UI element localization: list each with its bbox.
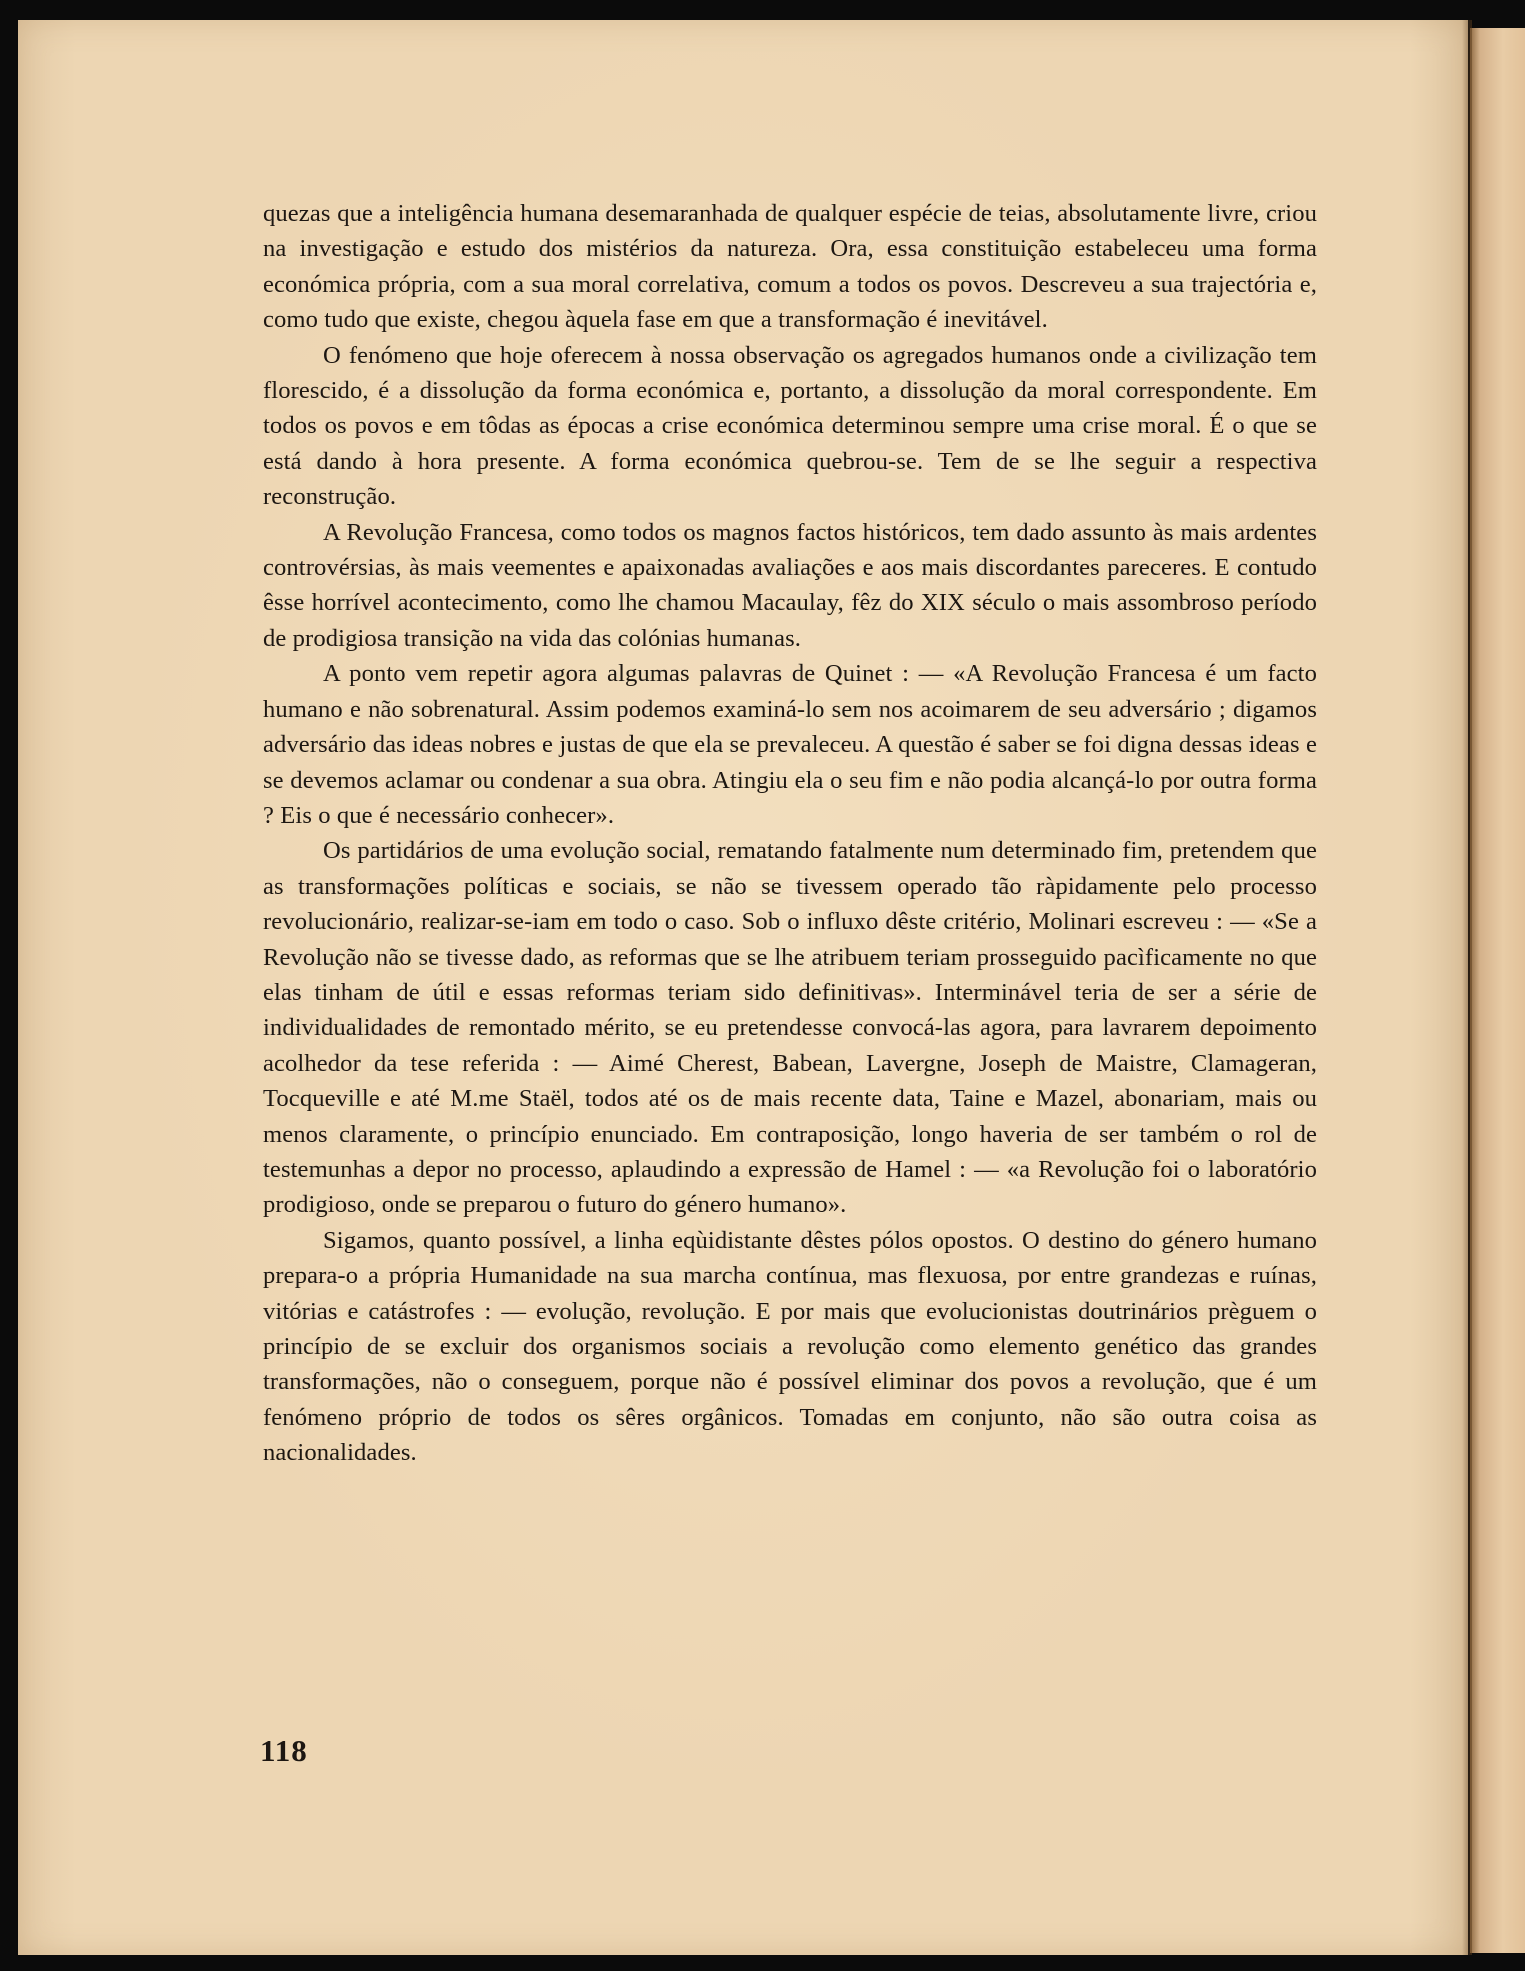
paragraph: A Revolução Francesa, como todos os magnos factos históricos, tem dado assunto às mais ardentes controvérsias, às mais veementes e apaixonadas avaliações e aos mais discordantes pareceres. E contudo êsse horrível acontecimento, como lhe chamou Macaulay, fêz do XIX século o mais assombroso período de prodigiosa transição na vida das colónias humanas. <box>263 518 1317 652</box>
paragraph: Sigamos, quanto possível, a linha eqùidistante dêstes pólos opostos. O destino do género humano prepara-o a própria Humanidade na sua marcha contínua, mas flexuosa, por entre grandezas e ruínas, vitórias e catástrofes : — evolução, revolução. E por mais que evolucionistas doutrinários prèguem o princípio de se excluir dos organismos sociais a revolução como elemento genético das grandes transformações, não o conseguem, porque não é possível eliminar dos povos a revolução, que é um fenómeno próprio de todos os sêres orgânicos. Tomadas em conjunto, não são outra coisa as nacionalidades. <box>263 1226 1317 1467</box>
paragraph: A ponto vem repetir agora algumas palavras de Quinet : — «A Revolução Francesa é um facto humano e não sobrenatural. Assim podemos examiná-lo sem nos acoimarem de seu adversário ; digamos adversário das ideas nobres e justas de que ela se prevaleceu. A questão é saber se foi digna dessas ideas e se devemos aclamar ou condenar a sua obra. Atingiu ela o seu fim e não podia alcançá-lo por outra forma ? Eis o que é necessário conhecer». <box>263 660 1317 829</box>
body-text <box>263 196 1317 1471</box>
page-number: 118 <box>260 1733 308 1768</box>
paragraph: quezas que a inteligência humana desemaranhada de qualquer espécie de teias, absolutamente livre, criou na investigação e estudo dos mistérios da natureza. Ora, essa constituição estabeleceu uma forma económica própria, com a sua moral correlativa, comum a todos os povos. Descreveu a sua trajectória e, como tudo que existe, chegou àquela fase em que a transformação é inevitável. <box>263 200 1317 334</box>
paragraph: Os partidários de uma evolução social, rematando fatalmente num determinado fim, pretendem que as transformações políticas e sociais, se não se tivessem operado tão ràpidamente pelo processo revolucionário, realizar-se-iam em todo o caso. Sob o influxo dêste critério, Molinari escreveu : — «Se a Revolução não se tivesse dado, as reformas que se lhe atribuem teriam prosseguido pacìficamente no que elas tinham de útil e essas reformas teriam sido definitivas». Interminável teria de ser a série de individualidades de remontado mérito, se eu pretendesse convocá-las agora, para lavrarem depoimento acolhedor da tese referida : — Aimé Cherest, Babean, Lavergne, Joseph de Maistre, Clamageran, Tocqueville e até M.me Staël, todos até os de mais recente data, Taine e Mazel, abonariam, mais ou menos claramente, o princípio enunciado. Em contraposição, longo haveria de ser também o rol de testemunhas a depor no processo, aplaudindo a expressão de Hamel : — «a Revolução foi o laboratório prodigioso, onde se preparou o futuro do género humano». <box>263 837 1317 1219</box>
page-gutter-shadow <box>1462 20 1472 1955</box>
adjacent-page-edge <box>1470 28 1525 1953</box>
paragraph: O fenómeno que hoje oferecem à nossa observação os agregados humanos onde a civilização tem florescido, é a dissolução da forma económica e, portanto, a dissolução da moral correspondente. Em todos os povos e em tôdas as épocas a crise económica determinou sempre uma crise moral. É o que se está dando à hora presente. A forma económica quebrou-se. Tem de se lhe seguir a respectiva reconstrução. <box>263 341 1317 511</box>
